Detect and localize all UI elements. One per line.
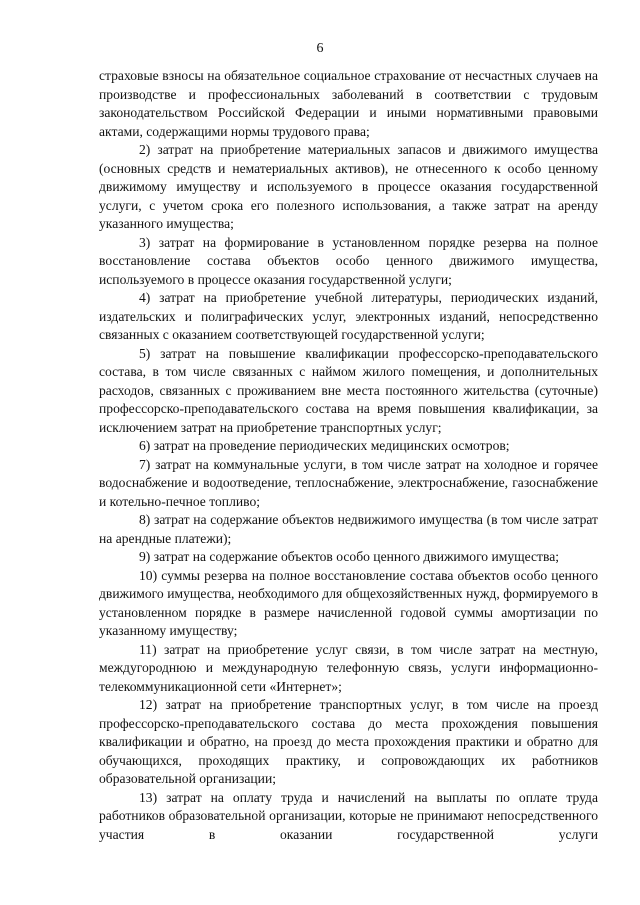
paragraph-item-5: 5) затрат на повышение квалификации профессорско-преподавательского состава, в том числе связанных с наймом жилого помещения, и дополнительных расходов, связанных с проживанием вне места постоянного жительства (суточные) профессорско-преподавательского состава на время повышения квалификации, за исключением затрат на приобретение транспортных услуг; <box>99 345 598 435</box>
page-number: 6 <box>316 41 324 56</box>
paragraph-item-8: 8) затрат на содержание объектов недвижимого имущества (в том числе затрат на арендные платежи); <box>99 512 598 546</box>
paragraph-item-7: 7) затрат на коммунальные услуги, в том числе затрат на холодное и горячее водоснабжение и водоотведение, теплоснабжение, электроснабжение, газоснабжение и котельно-печное топливо; <box>99 456 598 509</box>
paragraph-item-11: 11) затрат на приобретение услуг связи, в том числе затрат на местную, междугороднюю и международную телефонную связь, услуги информационно-телекоммуникационной сети «Интернет»; <box>99 641 598 694</box>
paragraph-item-2: 2) затрат на приобретение материальных запасов и движимого имущества (основных средств и нематериальных активов), не отнесенного к особо ценному движимому имуществу и используемого в процессе оказания государственной услуги, с учетом срока его полезного использования, а также затрат на аренду указанного имущества; <box>99 142 598 231</box>
paragraph-item-10: 10) суммы резерва на полное восстановление состава объектов особо ценного движимого имущества, необходимого для общехозяйственных нужд, формируемого в установленном порядке в размере начисленной годовой суммы амортизации по указанному имуществу; <box>99 567 598 638</box>
paragraph-item-12: 12) затрат на приобретение транспортных услуг, в том числе на проезд профессорско-преподавательского состава до места прохождения повышения квалификации и обратно, на проезд до места прохождения практики и обратно для обучающихся, проходящих практику, и сопровождающих их работников образовательной организации; <box>99 697 598 786</box>
paragraph-continuation: страховые взносы на обязательное социальное страхование от несчастных случаев на производстве и профессиональных заболеваний в соответствии с трудовым законодательством Российской Федерации и иными нормативными правовыми актами, содержащими нормы трудового права; <box>99 68 598 139</box>
body-text <box>99 67 598 844</box>
paragraph-item-13: 13) затрат на оплату труда и начислений на выплаты по оплате труда работников образовательной организации, которые не принимают непосредственного участия в оказании государственной услуги <box>99 789 598 842</box>
paragraph-item-6: 6) затрат на проведение периодических медицинских осмотров; <box>139 438 510 453</box>
paragraph-item-3: 3) затрат на формирование в установленном порядке резерва на полное восстановление состава объектов особо ценного движимого имущества, используемого в процессе оказания государственной услуги; <box>99 234 598 287</box>
paragraph-item-9: 9) затрат на содержание объектов особо ценного движимого имущества; <box>139 549 560 564</box>
paragraph-item-4: 4) затрат на приобретение учебной литературы, периодических изданий, издательских и полиграфических услуг, электронных изданий, непосредственно связанных с оказанием соответствующей государственной услуги; <box>99 290 598 342</box>
